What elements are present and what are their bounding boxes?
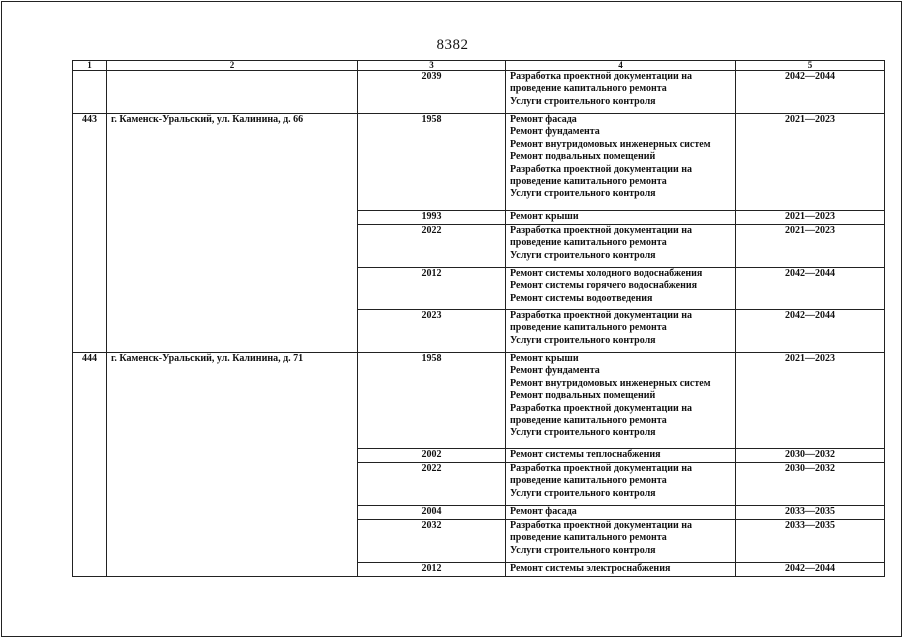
period-cell: 2021—2023 (736, 114, 885, 211)
period-cell: 2033—2035 (736, 506, 885, 520)
work-item: Ремонт системы теплоснабжения (510, 449, 661, 460)
period-cell: 2030—2032 (736, 449, 885, 463)
works-cell (506, 71, 736, 114)
works-cell (506, 225, 736, 268)
work-item: Услуги строительного контроля (510, 334, 656, 346)
work-item: Услуги строительного контроля (510, 249, 656, 261)
period-cell: 2021—2023 (736, 353, 885, 449)
work-item: Ремонт внутридомовых инженерных систем (510, 138, 711, 150)
works-cell (506, 114, 736, 211)
work-item: Услуги строительного контроля (510, 487, 656, 499)
work-item: проведение капитального ремонта (510, 237, 667, 249)
works-cell (506, 211, 736, 225)
year-cell: 2039 (358, 71, 506, 114)
header-row (73, 61, 885, 71)
table-row (73, 114, 885, 211)
period-cell: 2021—2023 (736, 211, 885, 225)
table-row (73, 353, 885, 449)
building-address (107, 71, 358, 114)
work-item: Ремонт фундамента (510, 365, 600, 377)
year-cell: 2004 (358, 506, 506, 520)
work-item: Разработка проектной документации на (510, 310, 693, 321)
works-cell (506, 563, 736, 577)
building-address: г. Каменск-Уральский, ул. Калинина, д. 71 (107, 353, 358, 577)
year-cell: 2022 (358, 463, 506, 506)
period-cell: 2042—2044 (736, 268, 885, 310)
period-cell: 2042—2044 (736, 71, 885, 114)
works-cell (506, 268, 736, 310)
row-number (73, 71, 107, 114)
row-number: 444 (73, 353, 107, 577)
work-item: Разработка проектной документации на (510, 163, 693, 175)
work-item: Ремонт системы водоотведения (510, 292, 653, 304)
year-cell: 2012 (358, 563, 506, 577)
work-item: Разработка проектной документации на (510, 402, 693, 414)
work-item: проведение капитального ремонта (510, 83, 667, 95)
works-cell (506, 310, 736, 353)
work-item: Ремонт внутридомовых инженерных систем (510, 377, 711, 389)
column-header-5: 5 (736, 61, 885, 71)
work-item: Ремонт подвальных помещений (510, 151, 656, 163)
work-item: Ремонт крыши (510, 353, 579, 364)
work-item: проведение капитального ремонта (510, 532, 667, 544)
year-cell: 2023 (358, 310, 506, 353)
work-item: Услуги строительного контроля (510, 427, 656, 439)
works-cell (506, 520, 736, 563)
work-item: проведение капитального ремонта (510, 415, 667, 427)
capital-repair-table (72, 60, 885, 577)
year-cell: 2012 (358, 268, 506, 310)
work-item: Ремонт фасада (510, 114, 577, 125)
works-cell (506, 449, 736, 463)
year-cell: 1958 (358, 114, 506, 211)
works-cell (506, 463, 736, 506)
period-cell: 2042—2044 (736, 310, 885, 353)
table-row (73, 71, 885, 114)
year-cell: 2002 (358, 449, 506, 463)
work-item: Ремонт системы электроснабжения (510, 563, 671, 574)
period-cell: 2021—2023 (736, 225, 885, 268)
work-item: Ремонт фасада (510, 506, 577, 517)
building-address: г. Каменск-Уральский, ул. Калинина, д. 66 (107, 114, 358, 353)
works-cell (506, 506, 736, 520)
year-cell: 2022 (358, 225, 506, 268)
work-item: Ремонт крыши (510, 211, 579, 222)
table-body (73, 71, 885, 577)
period-cell: 2030—2032 (736, 463, 885, 506)
work-item: проведение капитального ремонта (510, 475, 667, 487)
column-header-1: 1 (73, 61, 107, 71)
work-item: Разработка проектной документации на (510, 463, 693, 474)
work-item: Услуги строительного контроля (510, 544, 656, 556)
page-number: 8382 (436, 37, 469, 53)
row-number: 443 (73, 114, 107, 353)
period-cell: 2042—2044 (736, 563, 885, 577)
work-item: Разработка проектной документации на (510, 225, 693, 236)
work-item: проведение капитального ремонта (510, 176, 667, 188)
work-item: Разработка проектной документации на (510, 71, 693, 82)
work-item: Услуги строительного контроля (510, 188, 656, 200)
year-cell: 2032 (358, 520, 506, 563)
column-header-4: 4 (506, 61, 736, 71)
year-cell: 1958 (358, 353, 506, 449)
work-item: Ремонт подвальных помещений (510, 390, 656, 402)
work-item: проведение капитального ремонта (510, 322, 667, 334)
works-cell (506, 353, 736, 449)
period-cell: 2033—2035 (736, 520, 885, 563)
work-item: Услуги строительного контроля (510, 95, 656, 107)
work-item: Ремонт системы холодного водоснабжения (510, 268, 703, 279)
work-item: Разработка проектной документации на (510, 520, 693, 531)
column-header-3: 3 (358, 61, 506, 71)
work-item: Ремонт фундамента (510, 126, 600, 138)
column-header-2: 2 (107, 61, 358, 71)
work-item: Ремонт системы горячего водоснабжения (510, 280, 698, 292)
year-cell: 1993 (358, 211, 506, 225)
